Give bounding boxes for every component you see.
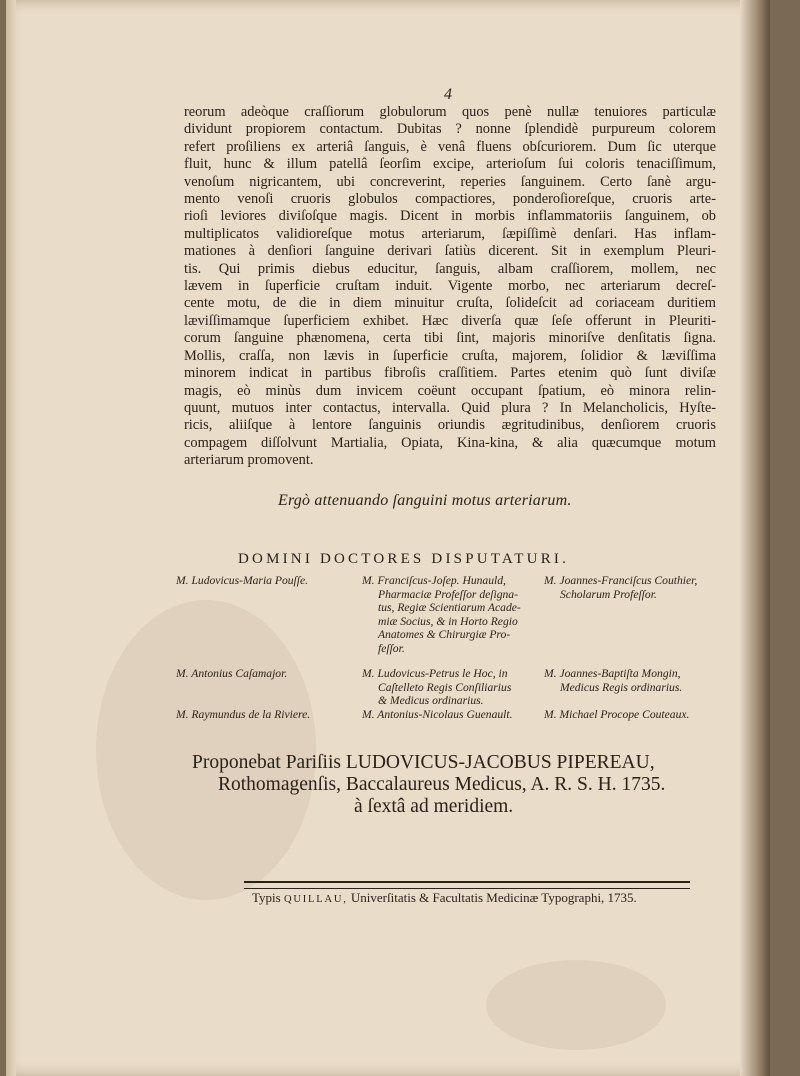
doctor-title: Pharmaciæ Profeſſor deſigna-	[378, 587, 518, 601]
doctor-title: Anatomes & Chirurgiæ Pro-	[378, 628, 511, 642]
doctor-entry	[176, 667, 287, 681]
doctors-heading: DOMINI DOCTORES DISPUTATURI.	[238, 551, 570, 567]
proposal-block	[192, 752, 732, 818]
body-text-line: cente motu, de die in diem minuitur cruſta, ſolideſcit ad coriaceam duritiem	[184, 295, 716, 312]
page-left-edge	[6, 0, 16, 1076]
doctor-title: & Medicus ordinarius.	[378, 694, 484, 708]
body-text-line: reorum adeòque craſſiorum globulorum quos penè nullæ tenuiores particulæ	[184, 104, 716, 120]
imprint-prefix: Typis	[252, 890, 281, 905]
paper-stain	[486, 960, 666, 1050]
doctor-name: M. Raymundus de la Riviere.	[176, 708, 311, 721]
body-text-line: Mollis, craſſa, non lævis in ſuperficie cruſta, majorem, ſolidior & læviſſima	[184, 347, 716, 364]
doctor-name: M. Ludovicus-Petrus le Hoc, in	[362, 667, 508, 680]
doctor-name: M. Franciſcus-Joſep. Hunauld,	[362, 574, 506, 587]
doctor-entry	[544, 667, 682, 694]
body-text-line: lævem in ſuperficie cruſtam induit. Vigente morbo, nec arteriarum decreſ-	[184, 278, 716, 295]
body-text-line: refert proſiliens ex arteriâ ſanguis, è venâ fluens obſcuriorem. Dum ſic uterque	[184, 138, 716, 155]
body-text-line: venoſum nigricantem, ubi concreverint, reperies ſanguinem. Certo ſanè argu-	[184, 173, 716, 190]
body-text-line: tis. Qui primis diebus educitur, ſanguis, albam craſſiorem, mollem, nec	[184, 260, 716, 277]
body-text-line: mationes à denſiori ſanguine derivari ſatiùs dicerent. Sit in exemplum Pleuri-	[184, 243, 716, 260]
doctor-name: M. Antonius-Nicolaus Guenault.	[362, 708, 513, 721]
doctor-entry	[362, 574, 521, 656]
doctor-entry	[544, 708, 689, 722]
body-text-line: minorem indicat in partibus fibroſis craſſitiem. Partes etenim quò ſunt diviſæ	[184, 365, 716, 382]
body-text-line: multiplicatos validioreſque motus arteriarum, ſæpiſſimè denſari. Has inflam-	[184, 225, 716, 242]
doctor-title: Caſtelleto Regis Conſiliarius	[378, 680, 512, 694]
doctor-name: M. Joannes-Franciſcus Couthier,	[544, 574, 698, 587]
body-text-line: ricis, aliiſque à lentore ſanguinis oriundis ægritudinibus, denſiorem cruoris	[184, 417, 716, 434]
imprint-printer: QUILLAU,	[283, 894, 348, 905]
doctor-title: Medicus Regis ordinarius.	[560, 680, 683, 694]
proposal-line: à ſextâ ad meridiem.	[354, 796, 514, 817]
proposal-line: Rothomagenſis, Baccalaureus Medicus, A. R. S. H. 1735.	[218, 774, 666, 795]
body-text-line: corum ſanguine phænomena, certa tibi ſint, majoris minoriſve denſitatis ſigna.	[184, 330, 716, 347]
doctor-name: M. Antonius Caſamajor.	[176, 667, 288, 680]
doctor-entry	[544, 574, 697, 601]
doctor-entry	[362, 667, 511, 708]
doctor-entry	[176, 574, 308, 588]
thesis-body-text	[184, 104, 716, 470]
document-page	[6, 0, 770, 1076]
body-text-line: magis, eò minùs dum invicem coëunt occupant ſpatium, eò minora relin-	[184, 382, 716, 399]
doctor-title: tus, Regiæ Scientiarum Acade-	[378, 601, 521, 615]
proposal-line: Proponebat Pariſiis LUDOVICUS-JACOBUS PIPEREAU,	[192, 752, 655, 773]
imprint-suffix: Univerſitatis & Facultatis Medicinæ Typographi, 1735.	[350, 890, 637, 905]
body-text-line: dividunt propiorem contactum. Dubitas ? nonne ſplendidè purpureum colorem	[184, 121, 716, 138]
doctor-entry	[362, 708, 513, 722]
doctor-entry	[176, 708, 310, 722]
body-text-line: rioſi leviores diviſoſque magis. Dicent in morbis inflammatoriis ſanguinem, ob	[184, 208, 716, 225]
body-text-line: compagem diſſolvunt Martialia, Opiata, Kina-kina, & alia quæcumque motum	[184, 434, 716, 451]
doctor-title: feſſor.	[378, 641, 405, 655]
printer-imprint	[252, 890, 637, 906]
doctor-title: Scholarum Profeſſor.	[560, 587, 657, 601]
doctor-name: M. Ludovicus-Maria Pouſſe.	[176, 574, 309, 587]
doctor-name: M. Joannes-Baptiſta Mongin,	[544, 667, 681, 680]
page-binding-shadow	[740, 0, 770, 1076]
body-text-line: mento venoſi cruoris globulos compactiores, ponderoſioreſque, cruoris arte-	[184, 191, 716, 208]
horizontal-rule	[244, 881, 690, 889]
body-text-line: arteriarum promovent.	[184, 452, 314, 469]
body-text-line: læviſſimamque ſuperficiem exhibet. Hæc diverſa quæ ſeſe offerunt in Pleuriti-	[184, 312, 716, 329]
doctor-name: M. Michael Procope Couteaux.	[544, 708, 690, 721]
doctor-title: miæ Socius, & in Horto Regio	[378, 614, 518, 628]
body-text-line: quunt, mutuos inter contactus, intervalla. Quid plura ? In Melancholicis, Hyſte-	[184, 399, 716, 416]
paper-stain	[96, 600, 316, 900]
page-number: 4	[444, 86, 452, 103]
body-text-line: fluit, hunc & illum patellâ ſeorſim excipe, arterioſum ſui coloris tenaciſſimum,	[184, 156, 716, 173]
thesis-conclusion: Ergò attenuando ſanguini motus arteriarum.	[278, 492, 572, 509]
